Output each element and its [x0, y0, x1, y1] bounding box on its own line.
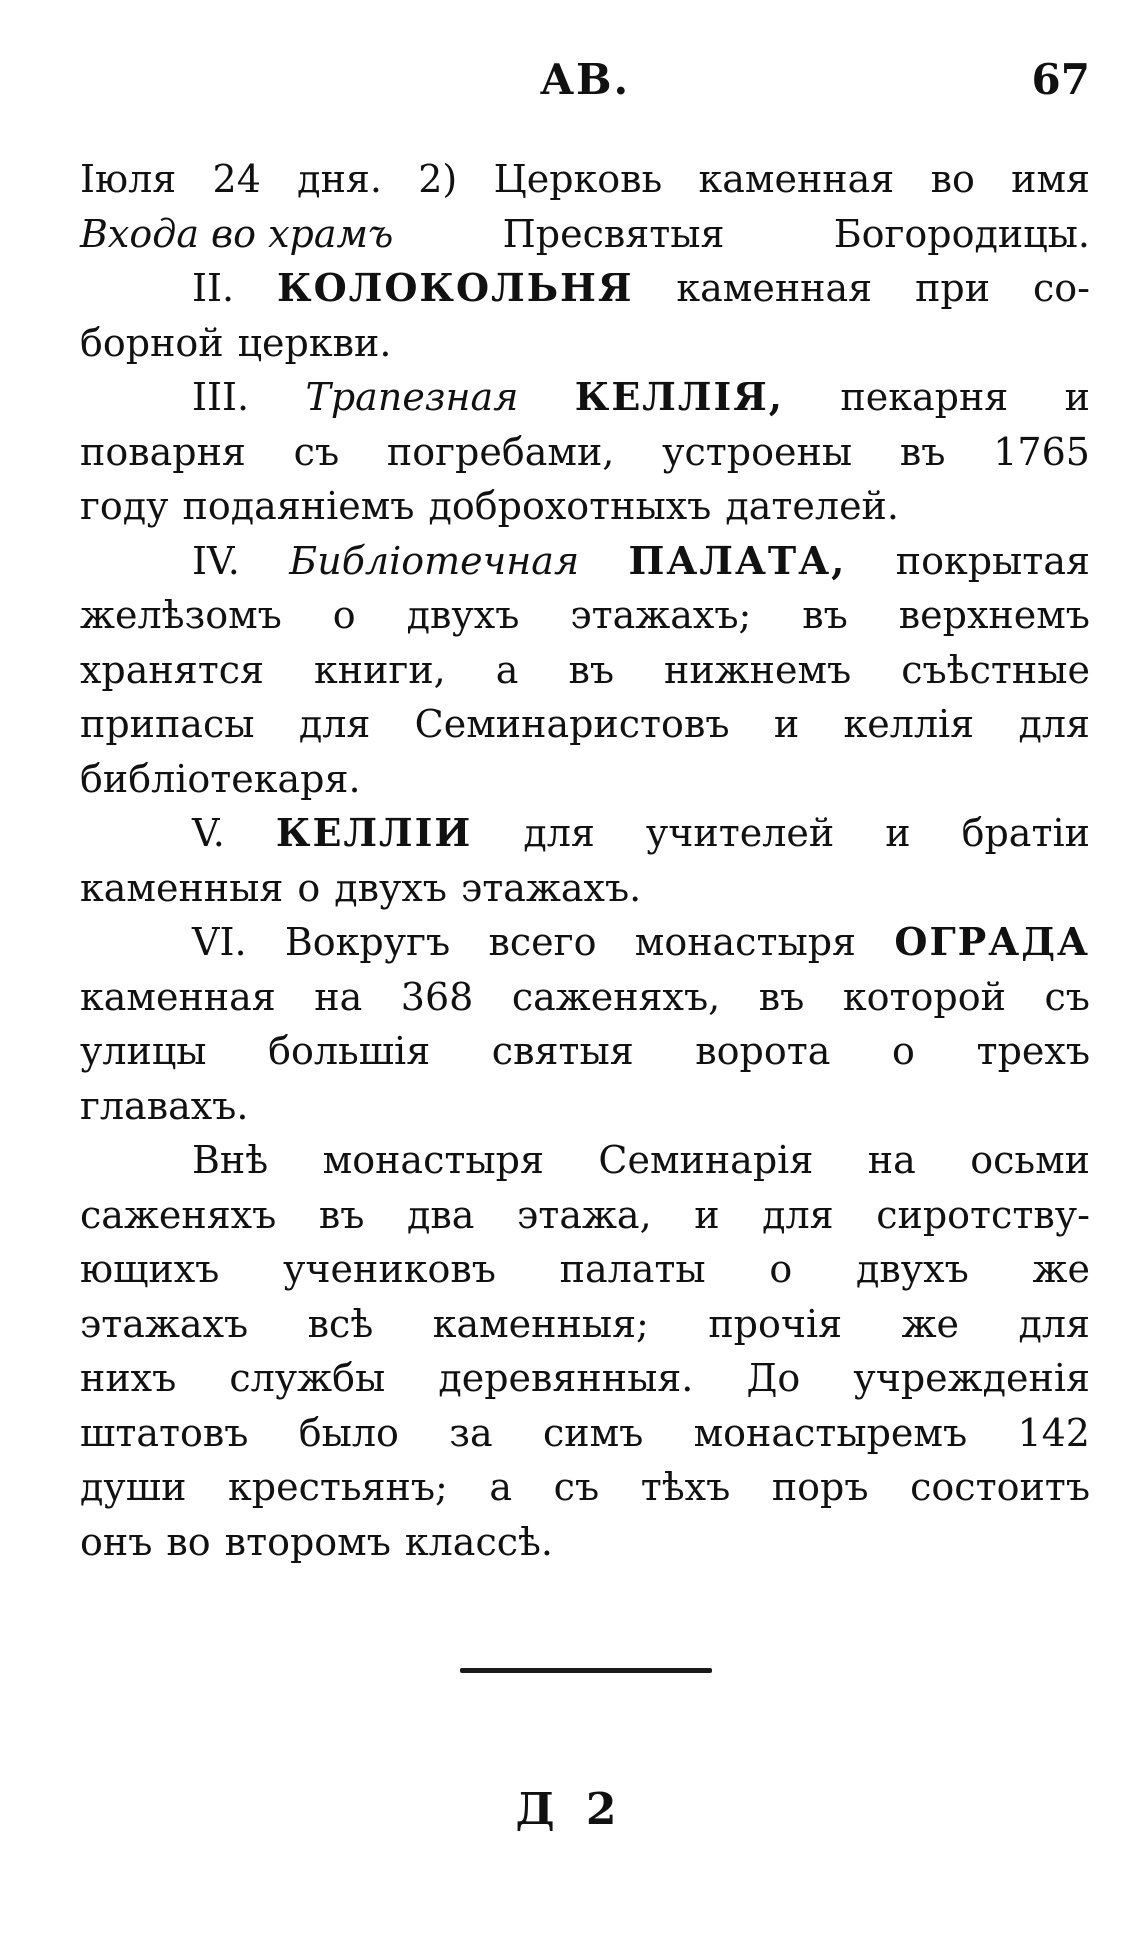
text-line [80, 316, 1090, 371]
word: трехъ [976, 1029, 1090, 1073]
word: классѣ. [404, 1519, 554, 1564]
word: книги, [314, 647, 446, 692]
page-number: 67 [1031, 55, 1090, 104]
word: же [901, 1301, 960, 1346]
word: сиротству- [876, 1192, 1090, 1237]
word: съ [293, 429, 340, 474]
word: Пресвятыя [502, 211, 725, 256]
word: палаты [559, 1247, 706, 1291]
word: для [1018, 702, 1090, 746]
word: на [314, 974, 363, 1019]
section-number: III. [192, 375, 250, 419]
word: каменныя; [432, 1301, 649, 1346]
word: улицы [80, 1029, 207, 1073]
word: для [1018, 1301, 1090, 1346]
word: главахъ. [80, 1083, 249, 1128]
word: библіотекаря. [80, 756, 361, 801]
word: припасы [80, 702, 255, 746]
section-number: IV. [192, 538, 240, 583]
word: каменная [80, 974, 276, 1019]
word: этажахъ. [460, 865, 642, 910]
section-title: КЕЛЛІЯ, [574, 374, 785, 419]
word: на [867, 1138, 916, 1182]
text-line [80, 697, 1090, 752]
paragraph-start-line [80, 1133, 1090, 1188]
word: 2) [418, 157, 458, 201]
italic-phrase: Входа во храмъ [80, 211, 394, 256]
body-text [80, 152, 1090, 1569]
text-line [80, 1079, 1090, 1134]
word: для [523, 811, 595, 855]
text-line [80, 588, 1090, 643]
word: съ [553, 1465, 600, 1509]
text-line [80, 1406, 1090, 1461]
word: имя [1011, 157, 1090, 201]
word: о [892, 1029, 915, 1073]
text-line [80, 425, 1090, 480]
word: деревянныя. [438, 1356, 694, 1400]
text-line [80, 479, 1090, 534]
word: подаяніемъ [182, 484, 415, 528]
word: а [489, 1465, 513, 1509]
word: верхнемъ [898, 593, 1090, 637]
section-number: V. [192, 811, 225, 855]
word: нихъ [80, 1356, 177, 1400]
word: службы [229, 1356, 386, 1400]
text-line [80, 1515, 1090, 1570]
word: во [166, 1519, 211, 1564]
word: церкви. [237, 320, 392, 365]
word: со- [1033, 266, 1090, 310]
word: доброхотныхъ [428, 484, 712, 528]
text-line [80, 1188, 1090, 1243]
word: ющихъ [80, 1247, 220, 1291]
word: монастыремъ [693, 1410, 968, 1455]
word: въ [899, 429, 946, 474]
word: и [694, 1192, 720, 1237]
section-heading-line [80, 261, 1090, 316]
word: этажахъ [80, 1301, 249, 1346]
text-line [80, 207, 1090, 262]
word: всего [488, 920, 597, 964]
text-line [80, 1297, 1090, 1352]
word: прочія [708, 1301, 843, 1346]
section-heading-line [80, 370, 1090, 425]
word: монастыря [634, 920, 857, 964]
word: состоитъ [910, 1465, 1090, 1509]
word: души [80, 1465, 187, 1509]
word: въ [802, 593, 848, 637]
text-line [80, 643, 1090, 698]
word: учениковъ [283, 1247, 496, 1291]
word: монастыря [322, 1138, 544, 1182]
number: 368 [400, 974, 474, 1019]
word: ворота [695, 1029, 831, 1073]
text-line [80, 1351, 1090, 1406]
word: двухъ [406, 593, 520, 637]
word: а [495, 647, 519, 692]
section-title: ПАЛАТА, [628, 537, 847, 583]
word: братіи [961, 811, 1090, 855]
word: учрежденія [853, 1356, 1090, 1400]
word: саженяхъ, [511, 974, 721, 1019]
word: за [449, 1410, 493, 1455]
word: второмъ [224, 1519, 391, 1564]
word: этажахъ; [570, 593, 752, 637]
text-line [80, 970, 1090, 1025]
word: нижнемъ [664, 647, 852, 692]
word: крестьянъ; [228, 1465, 448, 1509]
word: каменная [676, 266, 873, 310]
word: Іюля [80, 157, 177, 201]
italic-word: Библіотечная [289, 538, 580, 583]
word: двухъ [334, 865, 447, 910]
word: Богородицы. [833, 211, 1090, 256]
word: Внѣ [192, 1138, 269, 1182]
word: симъ [542, 1410, 644, 1455]
word: для [298, 702, 371, 746]
word: Семинаристовъ [414, 702, 730, 746]
word: Семинарія [598, 1138, 814, 1182]
word: тѣхъ [640, 1465, 731, 1509]
year: 1765 [993, 429, 1090, 474]
word: которой [842, 974, 1006, 1019]
word: учителей [645, 811, 835, 855]
word: же [1032, 1247, 1090, 1291]
word: онъ [80, 1519, 153, 1564]
word: большія [268, 1029, 431, 1073]
number: 142 [1017, 1410, 1090, 1455]
word: въ [318, 1192, 365, 1237]
word: о [332, 593, 356, 637]
word: святыя [491, 1029, 634, 1073]
word: о [769, 1247, 793, 1291]
word: съѣстные [901, 647, 1090, 692]
text-line [80, 752, 1090, 807]
section-title: КОЛОКОЛЬНЯ [277, 265, 634, 310]
word: хранятся [80, 647, 264, 692]
word: и [1064, 375, 1090, 419]
word: желѣзомъ [80, 593, 282, 637]
printer-signature: Д 2 [515, 1784, 625, 1835]
word: поръ [771, 1465, 869, 1509]
section-heading-line [80, 534, 1090, 589]
word: при [915, 266, 991, 310]
word: этажа, [517, 1192, 652, 1237]
section-title: ОГРАДА [894, 919, 1090, 964]
section-title: КЕЛЛІИ [275, 810, 473, 855]
word: борной [80, 320, 224, 365]
section-heading-line [80, 915, 1090, 970]
word: Вокругъ [284, 920, 451, 964]
word: каменныя [80, 865, 284, 910]
word: двухъ [856, 1247, 969, 1291]
word: дня. [297, 157, 382, 201]
divider-rule [460, 1668, 712, 1673]
text-line [80, 1024, 1090, 1079]
word: саженяхъ [80, 1192, 277, 1237]
section-number: VI. [192, 920, 247, 964]
word: пекарня [840, 375, 1009, 419]
word: о [297, 865, 321, 910]
running-head [80, 50, 1090, 110]
italic-word: Трапезная [305, 375, 519, 419]
text-line [80, 861, 1090, 916]
word: погребами, [386, 429, 615, 474]
word: устроены [662, 429, 853, 474]
word: келлія [843, 702, 975, 746]
word: и [773, 702, 800, 746]
text-line [80, 152, 1090, 207]
word: дателей. [725, 484, 899, 528]
word: въ [568, 647, 615, 692]
word: два [407, 1192, 475, 1237]
word: поварня [80, 429, 246, 474]
word: и [885, 811, 911, 855]
running-title: АВ. [539, 55, 631, 104]
text-line [80, 1460, 1090, 1515]
word: осьми [970, 1138, 1090, 1182]
word: было [298, 1410, 399, 1455]
word: штатовъ [80, 1410, 249, 1455]
word: всѣ [307, 1301, 374, 1346]
word: покрытая [895, 538, 1090, 583]
section-heading-line [80, 806, 1090, 861]
word: для [762, 1192, 834, 1237]
word: каменная [698, 157, 895, 201]
word: во [930, 157, 975, 201]
section-number: II. [192, 266, 235, 310]
word: Церковь [493, 157, 663, 201]
word: году [80, 484, 169, 528]
word: въ [758, 974, 805, 1019]
word: До [746, 1356, 801, 1400]
word: съ [1044, 974, 1090, 1019]
text-line [80, 1242, 1090, 1297]
word: 24 [212, 157, 261, 201]
